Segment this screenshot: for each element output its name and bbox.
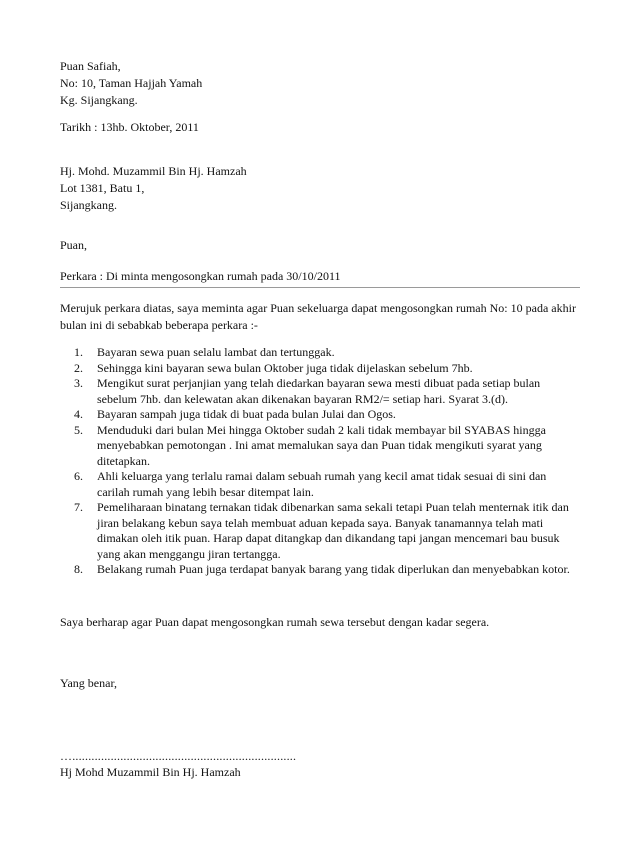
letter-date-block — [60, 119, 580, 136]
reasons-list — [60, 345, 580, 578]
salutation-block — [60, 237, 580, 254]
list-item-text: Mengikut surat perjanjian yang telah diedarkan bayaran sewa mesti dibuat pada setiap bulan sebelum 7hb. dan kelewatan akan dikenakan bayaran RM2/= setiap hari. Syarat 3.(d). — [97, 376, 541, 406]
signature-name-block — [60, 764, 580, 781]
recipient-address-line2: Sijangkang. — [60, 198, 117, 212]
list-item-text: Ahli keluarga yang terlalu ramai dalam sebuah rumah yang kecil amat tidak sesuai di sini dan carilah rumah yang lebih besar ditempat lain. — [97, 469, 547, 499]
signature-line: …...................................................................... — [60, 749, 297, 763]
signature-name: Hj Mohd Muzammil Bin Hj. Hamzah — [60, 765, 241, 779]
sender-address-line2: Kg. Sijangkang. — [60, 93, 138, 107]
intro-paragraph-block — [60, 300, 580, 334]
signature-line-block — [60, 748, 580, 765]
list-item-text: Bayaran sampah juga tidak di buat pada bulan Julai dan Ogos. — [97, 407, 396, 421]
list-item-number: 1. — [74, 345, 83, 359]
sender-name: Puan Safiah, — [60, 59, 121, 73]
list-item-number: 2. — [74, 360, 83, 375]
salutation: Puan, — [60, 238, 87, 252]
valediction-block — [60, 675, 580, 692]
subject-divider — [60, 287, 580, 288]
sender-address-line1: No: 10, Taman Hajjah Yamah — [60, 76, 203, 90]
list-item-number: 8. — [74, 562, 83, 576]
intro-paragraph: Merujuk perkara diatas, saya meminta agar Puan sekeluarga dapat mengosongkan rumah No: 10 pada akhir bulan ini di sebabkab beberapa perkara :- — [60, 301, 576, 332]
list-item-text: Belakang rumah Puan juga terdapat banyak barang yang tidak diperlukan dan menyebabkan kotor. — [97, 562, 570, 576]
valediction: Yang benar, — [60, 676, 117, 690]
recipient-name: Hj. Mohd. Muzammil Bin Hj. Hamzah — [60, 164, 247, 178]
sender-address — [60, 58, 580, 109]
list-item-number: 4. — [74, 407, 83, 421]
list-item — [60, 361, 580, 377]
subject-block — [60, 268, 580, 285]
list-item — [60, 345, 580, 361]
list-item-number: 6. — [74, 469, 83, 483]
list-item — [60, 423, 580, 470]
list-item — [60, 500, 580, 562]
list-item-number: 3. — [74, 376, 83, 390]
closing-paragraph-block — [60, 614, 580, 631]
list-item — [60, 562, 580, 578]
recipient-address — [60, 163, 580, 214]
list-item — [60, 469, 580, 500]
recipient-address-line1: Lot 1381, Batu 1, — [60, 181, 145, 195]
list-item-text: Sehingga kini bayaran sewa bulan Oktober juga tidak dijelaskan sebelum 7hb. — [97, 360, 473, 375]
letter-date: Tarikh : 13hb. Oktober, 2011 — [60, 120, 199, 134]
subject-line: Perkara : Di minta mengosongkan rumah pada 30/10/2011 — [60, 269, 341, 283]
list-item — [60, 407, 580, 423]
list-item — [60, 376, 580, 407]
list-item-number: 5. — [74, 422, 83, 437]
list-item-number: 7. — [74, 500, 83, 514]
list-item-text: Bayaran sewa puan selalu lambat dan tertunggak. — [97, 345, 335, 359]
list-item-text: Pemeliharaan binatang ternakan tidak dibenarkan sama sekali tetapi Puan telah menternak itik dan jiran belakang kebun saya telah membuat aduan kepada saya. Banyak tanamannya telah mati dimakan oleh itik puan. Harap dapat ditangkap dan dikandang tapi jangan mencemari bau busuk yang akan menggangu jiran tertangga. — [97, 500, 569, 561]
closing-paragraph: Saya berharap agar Puan dapat mengosongkan rumah sewa tersebut dengan kadar segera. — [60, 615, 490, 629]
list-item-text: Menduduki dari bulan Mei hingga Oktober sudah 2 kali tidak membayar bil SYABAS hingga menyebabkan pemotongan . Ini amat memalukan saya dan Puan tidak mengikuti syarat yang ditetapkan. — [97, 422, 546, 468]
